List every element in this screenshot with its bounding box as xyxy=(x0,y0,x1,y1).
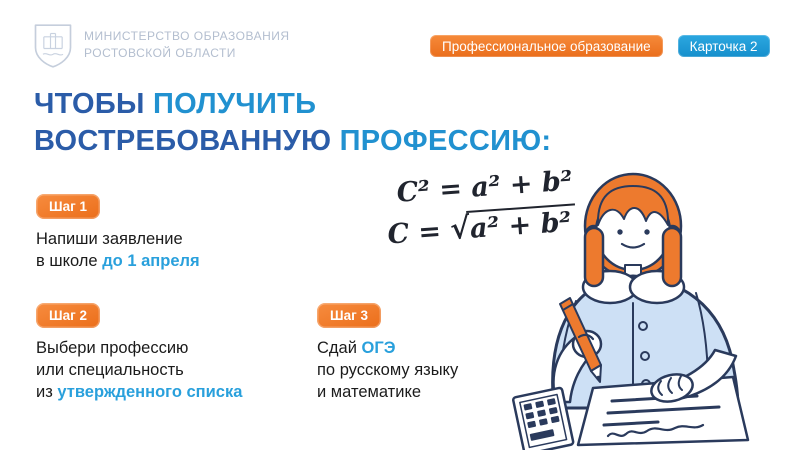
tag-professional-education: Профессиональное образование xyxy=(430,35,663,57)
step-1-text: Напиши заявление в школе до 1 апреля xyxy=(36,230,200,270)
square-root-icon: √ xyxy=(449,210,472,248)
formula-line1: C² = a² + b² xyxy=(395,165,574,209)
tag-card-number: Карточка 2 xyxy=(678,35,770,57)
girl-hair-lock xyxy=(585,228,603,286)
ministry-name-line1: МИНИСТЕРСТВО ОБРАЗОВАНИЯ xyxy=(84,29,290,43)
ministry-name-line2: РОСТОВСКОЙ ОБЛАСТИ xyxy=(84,46,236,60)
ministry-name xyxy=(84,28,290,62)
page-title-line1: ЧТОБЫ ПОЛУЧИТЬ xyxy=(34,88,317,120)
girl-face xyxy=(596,186,670,270)
step-2-text: Выбери профессию или специальность из утвержденного списка xyxy=(36,339,243,401)
girl-hair-lock xyxy=(663,228,681,286)
step-3-text: Сдай ОГЭ по русскому языку и математике xyxy=(317,339,459,401)
step-3-oge: ОГЭ xyxy=(361,339,396,357)
step-3-badge: Шаг 3 xyxy=(317,303,381,328)
step-1-badge: Шаг 1 xyxy=(36,194,100,219)
formula-line2: C = √a² + b² xyxy=(386,203,577,251)
header-tags xyxy=(430,35,770,57)
rostov-coat-of-arms-icon xyxy=(33,22,73,75)
step-2-approved-list: утвержденного списка xyxy=(57,383,243,401)
page-title-line2: ВОСТРЕБОВАННУЮ ПРОФЕССИЮ: xyxy=(34,125,552,157)
step-2-badge: Шаг 2 xyxy=(36,303,100,328)
girl-illustration xyxy=(500,168,800,450)
calculator-icon xyxy=(513,387,574,450)
step-1-deadline: до 1 апреля xyxy=(102,252,200,270)
page-title xyxy=(34,86,551,160)
